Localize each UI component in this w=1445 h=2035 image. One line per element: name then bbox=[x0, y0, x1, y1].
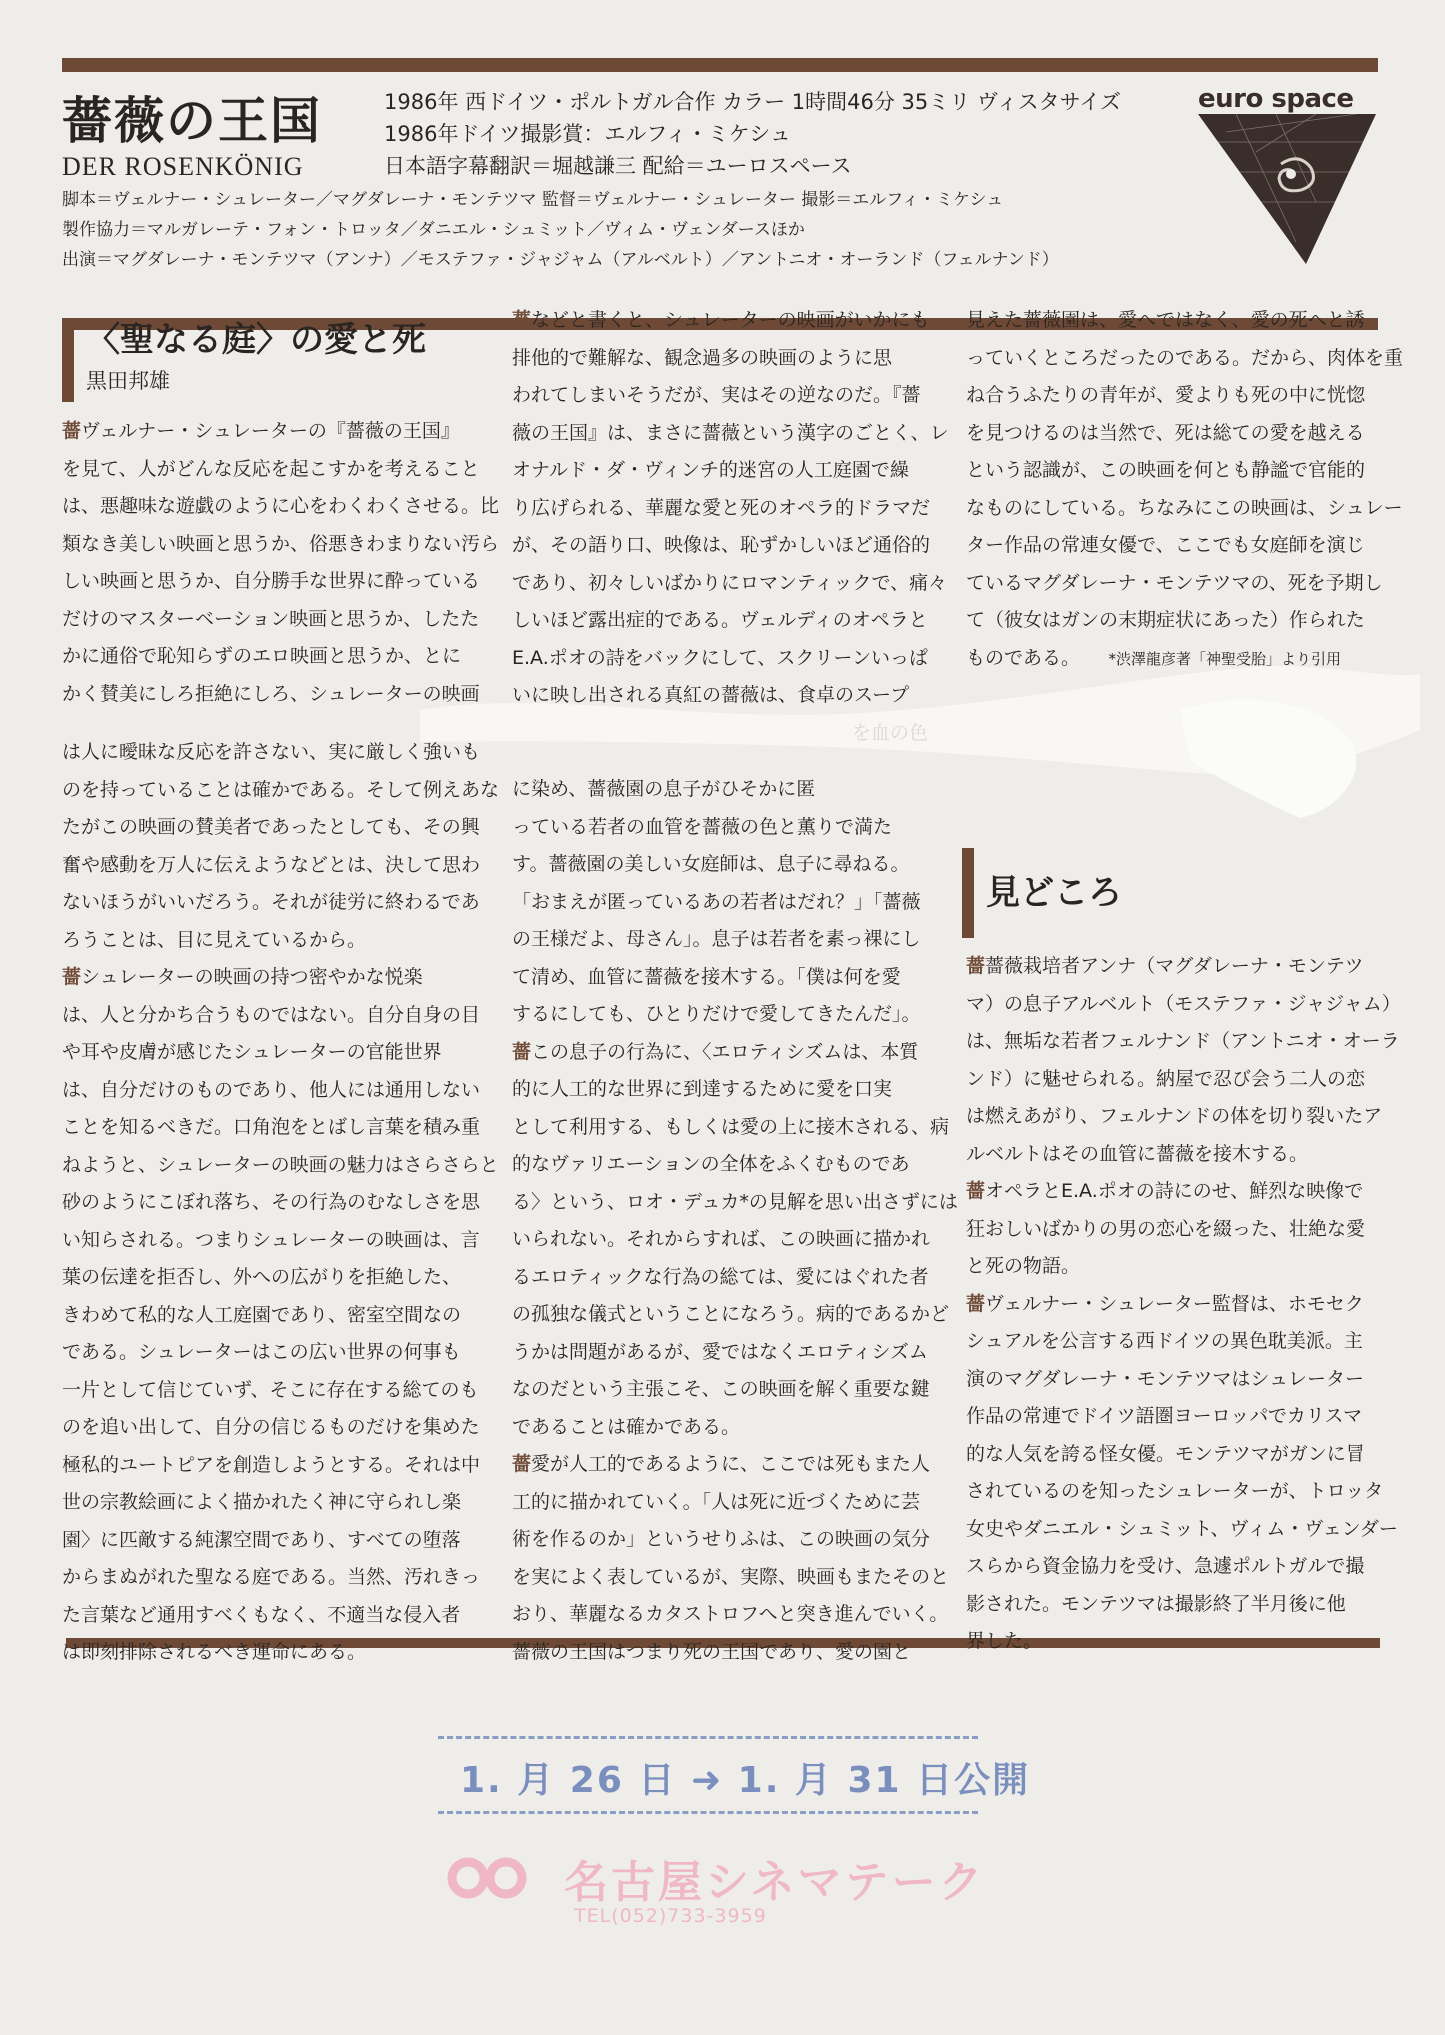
essay-line: であり、初々しいばかりにロマンティックで、痛々 bbox=[512, 571, 948, 594]
paragraph-mark-icon: 薔 bbox=[966, 1180, 986, 1202]
essay-line: す。薔薇園の美しい女庭師は、息子に尋ねる。 bbox=[512, 853, 910, 875]
highlights-line: 女史やダニエル・シュミット、ヴィム・ヴェンダー bbox=[966, 1517, 1398, 1540]
essay-line: 極私的ユートピアを創造しようとする。それは中 bbox=[62, 1453, 481, 1476]
essay-line: は人に曖昧な反応を許さない、実に厳しく強いも bbox=[62, 741, 481, 763]
highlights-line: 薔薔薇栽培者アンナ（マグダレーナ・モンテツ bbox=[966, 955, 1364, 977]
euro-space-logo-text: euro space bbox=[1198, 84, 1354, 114]
highlights-line: 的な人気を誇る怪女優。モンテツマがガンに冒 bbox=[966, 1442, 1365, 1465]
highlights-line: 薔ヴェルナー・シュレーター監督は、ホモセク bbox=[966, 1292, 1364, 1315]
essay-line: ことを知るべきだ。口角泡をとばし言葉を積み重 bbox=[62, 1116, 481, 1138]
essay-line: 薇の王国』は、まさに薔薇という漢字のごとく、レ bbox=[512, 421, 949, 444]
essay-line: 薔この息子の行為に、〈エロティシズムは、本質 bbox=[512, 1040, 919, 1063]
highlights-line: は、無垢な若者フェルナンド（アントニオ・オーラ bbox=[966, 1030, 1400, 1052]
essay-line: を見て、人がどんな反応を起こすかを考えること bbox=[62, 457, 480, 480]
essay-line: という認識が、この映画を何とも静謐で官能的 bbox=[966, 459, 1366, 481]
essay-line: るエロティックな行為の総ては、愛にはぐれた者 bbox=[512, 1265, 929, 1288]
paragraph-mark-icon: 薔 bbox=[966, 1292, 986, 1315]
essay-line: や耳や皮膚が感じたシュレーターの官能世界 bbox=[62, 1041, 442, 1063]
essay-line: 薔などと書くと、シュレーターの映画がいかにも bbox=[512, 309, 930, 331]
essay-line: われてしまいそうだが、実はその逆なのだ。『薔 bbox=[512, 384, 921, 406]
essay-line: いられない。それからすれば、この映画に描かれ bbox=[512, 1228, 931, 1250]
essay-line: ているマグダレーナ・モンテツマの、死を予期し bbox=[966, 571, 1383, 594]
essay-line: 薔愛が人工的であるように、ここでは死もまた人 bbox=[512, 1453, 931, 1475]
essay-line: たがこの映画の賛美者であったとしても、その興 bbox=[62, 816, 480, 838]
essay-line: 的に人工的な世界に到達するために愛を口実 bbox=[512, 1078, 893, 1100]
essay-line: に染め、薔薇園の息子がひそかに匿 bbox=[512, 778, 816, 800]
essay-line: なものにしている。ちなみにこの映画は、シュレー bbox=[966, 496, 1403, 519]
essay-line: である。シュレーターはこの広い世界の何事も bbox=[62, 1341, 461, 1363]
euro-space-logo-icon bbox=[1196, 112, 1378, 266]
essay-line: のを追い出して、自分の信じるものだけを集めた bbox=[62, 1416, 480, 1438]
highlights-line: 界した。 bbox=[966, 1630, 1043, 1652]
essay-line: の王様だよ、母さん」。息子は若者を素っ裸にし bbox=[512, 928, 921, 950]
essay-line: い知らされる。つまりシュレーターの映画は、言 bbox=[62, 1228, 480, 1251]
essay-line: が、その語り口、映像は、恥ずかしいほど通俗的 bbox=[512, 534, 931, 556]
essay-line: る〉という、ロオ・デュカ*の見解を思い出さずには bbox=[512, 1190, 958, 1213]
essay-line: 排他的で難解な、観念過多の映画のように思 bbox=[512, 346, 893, 369]
essay-line: 園〉に匹敵する純潔空間であり、すべての堕落 bbox=[62, 1528, 461, 1551]
essay-line: おり、華麗なるカタストロフへと突き進んでいく。 bbox=[512, 1603, 949, 1625]
essay-line: しい映画と思うか、自分勝手な世界に酔っている bbox=[62, 570, 481, 592]
highlights-column bbox=[966, 948, 1401, 1661]
essay-line: 見えた薔薇園は、愛へではなく、愛の死へと誘 bbox=[966, 309, 1365, 331]
meta-line-production: 1986年 西ドイツ・ポルトガル合作 カラー 1時間46分 35ミリ ヴィスタサイズ bbox=[384, 90, 1122, 114]
essay-line: なのだという主張こそ、この映画を解く重要な鍵 bbox=[512, 1378, 930, 1400]
highlights-line: スらから資金協力を受け、急遽ポルトガルで撮 bbox=[966, 1555, 1365, 1577]
essay-line: きわめて私的な人工庭園であり、密室空間なの bbox=[62, 1303, 462, 1326]
paragraph-mark-icon: 薔 bbox=[62, 420, 82, 442]
paragraph-mark-icon: 薔 bbox=[512, 1040, 532, 1063]
essay-author: 黒田邦雄 bbox=[86, 369, 170, 394]
essay-line: するにしても、ひとりだけで愛してきたんだ」。 bbox=[512, 1003, 921, 1025]
credits-cast: 出演＝マグダレーナ・モンテツマ（アンナ）／モステファ・ジャジャム（アルベルト）／アントニオ・オーランド（フェルナンド） bbox=[62, 250, 1059, 270]
essay-line: であることは確かである。 bbox=[512, 1415, 741, 1438]
essay-line: かく賛美にしろ拒絶にしろ、シュレーターの映画 bbox=[62, 682, 480, 705]
essay-line: だけのマスターベーション映画と思うか、したた bbox=[62, 607, 480, 630]
essay-line: いに映し出される真紅の薔薇は、食卓のスープ bbox=[512, 684, 910, 706]
highlights-line: されているのを知ったシュレーターが、トロッタ bbox=[966, 1480, 1384, 1502]
paragraph-mark-icon: 薔 bbox=[966, 955, 986, 977]
essay-line: 薔薇の王国はつまり死の王国であり、愛の園と bbox=[512, 1640, 912, 1663]
highlights-heading bbox=[962, 848, 1122, 938]
essay-line: 類なき美しい映画と思うか、俗悪きわまりない汚ら bbox=[62, 532, 500, 555]
essay-line: 葉の伝達を拒否し、外への広がりを拒絶した、 bbox=[62, 1266, 462, 1288]
essay-line: うかは問題があるが、愛ではなくエロティシズム bbox=[512, 1340, 928, 1363]
paper-tear-mark bbox=[420, 650, 1420, 820]
essay-line: を実によく表しているが、実際、映画もまたそのと bbox=[512, 1565, 950, 1588]
essay-line: を見つけるのは当然で、死は総ての愛を越える bbox=[966, 421, 1365, 444]
essay-line: り広げられる、華麗な愛と死のオペラ的ドラマだ bbox=[512, 496, 931, 519]
highlights-line: 狂おしいばかりの男の恋心を綴った、壮絶な愛 bbox=[966, 1217, 1366, 1240]
essay-column-3 bbox=[966, 302, 1403, 678]
highlights-line: 薔オペラとE.A.ポオの詩にのせ、鮮烈な映像で bbox=[966, 1180, 1364, 1202]
essay-line: の孤独な儀式ということになろう。病的であるかど bbox=[512, 1303, 950, 1325]
essay-line: ね合うふたりの青年が、愛よりも死の中に恍惚 bbox=[966, 384, 1366, 406]
highlights-line: 作品の常連でドイツ語圏ヨーロッパでカリスマ bbox=[966, 1405, 1363, 1427]
essay-line: E.A.ポオの詩をバックにして、スクリーンいっぱ bbox=[512, 646, 928, 669]
film-title-german: DER ROSENKÖNIG bbox=[62, 152, 304, 181]
top-rule bbox=[62, 58, 1378, 72]
meta-line-award: 1986年ドイツ撮影賞：エルフィ・ミケシュ bbox=[384, 122, 791, 146]
essay-line: 的なヴァリエーションの全体をふくむものであ bbox=[512, 1153, 910, 1175]
essay-line: て清め、血管に薔薇を接木する。「僕は何を愛 bbox=[512, 965, 901, 988]
essay-line: は、悪趣味な遊戯のように心をわくわくさせる。比 bbox=[62, 495, 500, 517]
essay-line: ろうことは、目に見えているから。 bbox=[62, 928, 367, 951]
essay-line: 「おまえが匿っているあの若者はだれ？」「薔薇 bbox=[512, 890, 921, 913]
cinema-phone-stamp: TEL(052)733-3959 bbox=[574, 1905, 767, 1927]
essay-title: 〈聖なる庭〉の愛と死 bbox=[86, 320, 426, 360]
essay-line: からまぬがれた聖なる庭である。当然、汚れきっ bbox=[62, 1566, 481, 1588]
paragraph-mark-icon: 薔 bbox=[512, 309, 532, 331]
essay-footnote: *渋澤龍彦著「神聖受胎」より引用 bbox=[1108, 649, 1342, 668]
essay-column-2-bottom bbox=[512, 771, 958, 1671]
essay-line: 工的に描かれていく。「人は死に近づくために芸 bbox=[512, 1490, 921, 1513]
credits-cooperation: 製作協力＝マルガレーテ・フォン・トロッタ／ダニエル・シュミット／ヴィム・ヴェンダースほか bbox=[62, 220, 805, 240]
essay-line: 世の宗教絵画によく描かれたく神に守られし楽 bbox=[62, 1491, 462, 1513]
highlights-line: ンド）に魅せられる。納屋で忍び会う二人の恋 bbox=[966, 1067, 1366, 1090]
essay-line: ないほうがいいだろう。それが徒労に終わるであ bbox=[62, 891, 480, 913]
highlights-title: 見どころ bbox=[986, 873, 1122, 913]
essay-line: は即刻排除されるべき運命にある。 bbox=[62, 1641, 367, 1663]
essay-line: しいほど露出症的である。ヴェルディのオペラと bbox=[512, 609, 928, 631]
essay-line: 薔シュレーターの映画の持つ密やかな悦楽 bbox=[62, 966, 423, 988]
essay-line: て（彼女はガンの末期症状にあった）作られた bbox=[966, 609, 1365, 631]
essay-line: っていくところだったのである。だから、肉体を重 bbox=[966, 346, 1404, 369]
essay-heading bbox=[62, 322, 426, 402]
essay-column-1-bottom bbox=[62, 734, 499, 1672]
cinema-name-stamp: 名古屋シネマテーク bbox=[564, 1857, 986, 1908]
essay-line: 一片として信じていず、そこに存在する総てのも bbox=[62, 1378, 479, 1401]
essay-line: は、人と分かち合うものではない。自分自身の目 bbox=[62, 1003, 481, 1026]
cinema-logo-icon bbox=[440, 1848, 540, 1908]
highlights-line: マ）の息子アルベルト（モステファ・ジャジャム） bbox=[966, 992, 1401, 1015]
meta-line-distribution: 日本語字幕翻訳＝堀越謙三 配給＝ユーロスペース bbox=[384, 154, 852, 178]
essay-line: ものである。 *渋澤龍彦著「神聖受胎」より引用 bbox=[966, 646, 1342, 669]
essay-line: っている若者の血管を薔薇の色と薫りで満た bbox=[512, 815, 893, 838]
essay-line: 奮や感動を万人に伝えようなどとは、決して思わ bbox=[62, 853, 481, 876]
paragraph-mark-icon: 薔 bbox=[512, 1453, 532, 1475]
essay-line: のを持っていることは確かである。そして例えあな bbox=[62, 778, 500, 801]
credits-staff: 脚本＝ヴェルナー・シュレーター／マグダレーナ・モンテツマ 監督＝ヴェルナー・シュレーター 撮影＝エルフィ・ミケシュ bbox=[62, 190, 1004, 210]
screening-date-stamp: 1. 月 26 日 ➜ 1. 月 31 日公開 bbox=[460, 1760, 1031, 1801]
essay-line: は、自分だけのものであり、他人には通用しない bbox=[62, 1078, 481, 1101]
essay-line: 術を作るのか」というせりふは、この映画の気分 bbox=[512, 1528, 931, 1550]
highlights-line: ルベルトはその血管に薔薇を接木する。 bbox=[966, 1142, 1309, 1165]
essay-line: オナルド・ダ・ヴィンチ的迷宮の人工庭園で繰 bbox=[512, 459, 909, 481]
essay-line: として利用する、もしくは愛の上に接木される、病 bbox=[512, 1115, 950, 1138]
highlights-line: 影された。モンテツマは撮影終了半月後に他 bbox=[966, 1592, 1346, 1615]
highlights-line: と死の物語。 bbox=[966, 1255, 1081, 1277]
essay-line: た言葉など通用すべくもなく、不適当な侵入者 bbox=[62, 1603, 461, 1626]
film-title-japanese: 薔薇の王国 bbox=[62, 91, 322, 150]
highlights-line: シュアルを公言する西ドイツの異色耽美派。主 bbox=[966, 1330, 1363, 1352]
essay-line: 砂のようにこぼれ落ち、その行為のむなしさを思 bbox=[62, 1191, 481, 1213]
essay-line: ター作品の常連女優で、ここでも女庭師を演じ bbox=[966, 534, 1365, 556]
essay-line: 薔ヴェルナー・シュレーターの『薔薇の王国』 bbox=[62, 420, 460, 442]
essay-line: かに通俗で恥知らずのエロ映画と思うか、とに bbox=[62, 645, 462, 667]
highlights-line: 演のマグダレーナ・モンテツマはシュレーター bbox=[966, 1367, 1365, 1390]
essay-line: ねようと、シュレーターの映画の魅力はさらさらと bbox=[62, 1153, 499, 1176]
highlights-line: は燃えあがり、フェルナンドの体を切り裂いたア bbox=[966, 1105, 1383, 1127]
paragraph-mark-icon: 薔 bbox=[62, 966, 82, 988]
